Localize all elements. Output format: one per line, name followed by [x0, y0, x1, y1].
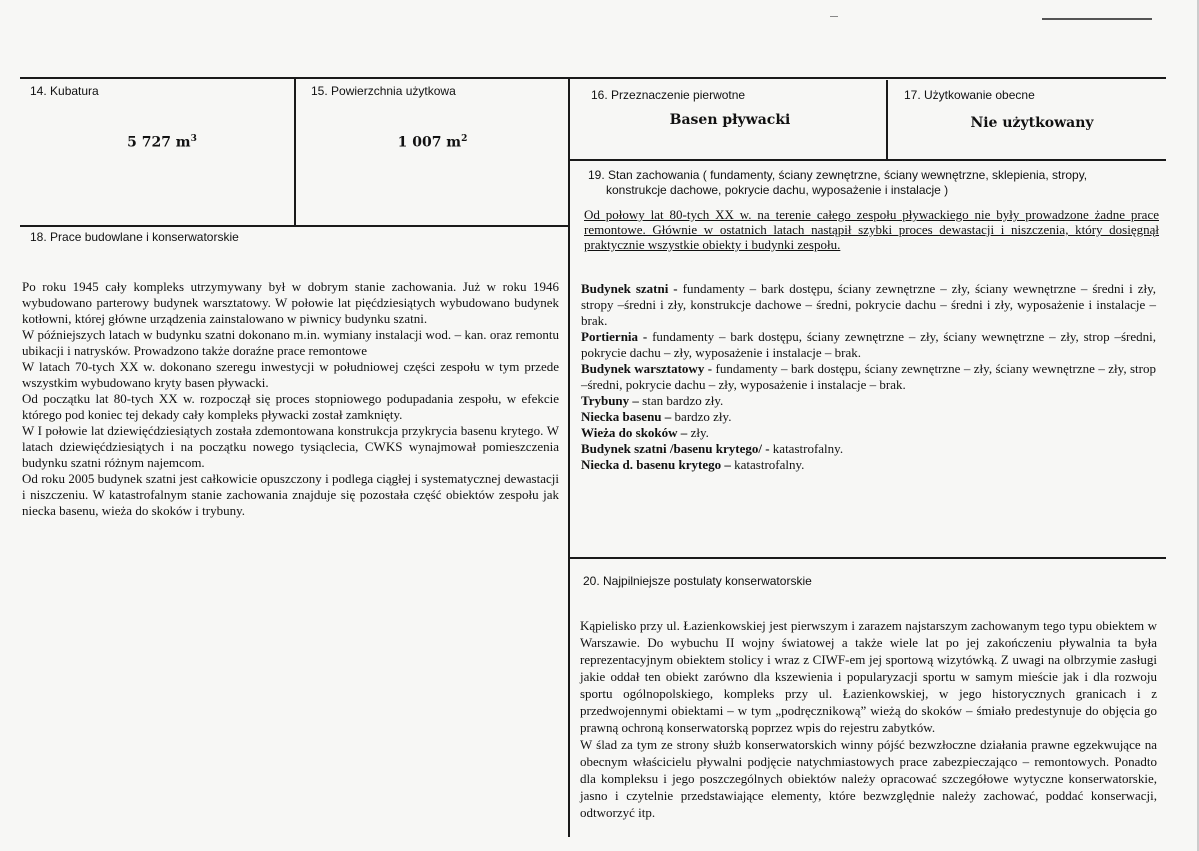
condition-item [581, 457, 1156, 473]
condition-item-name: Wieża do skoków – [581, 425, 691, 440]
field-14-unit-exponent: 3 [190, 134, 197, 144]
field-15-label: 15. Powierzchnia użytkowa [311, 84, 456, 98]
field-18-text [22, 279, 559, 519]
field-15-number: 1 007 m [397, 134, 462, 151]
field-18-paragraph: W I połowie lat dziewięćdziesiątych została zdemontowana konstrukcja przykrycia basenu krytego. W latach dziewięćdziesiątych i na początku nowego tysiąclecia, CWKS wynajmował pomieszczenia budynku szatni różnym najemcom. [22, 423, 559, 470]
divider-14-18 [20, 225, 570, 227]
field-19-items [581, 281, 1156, 473]
condition-item-name: Budynek szatni /basenu krytego/ - [581, 441, 773, 456]
condition-item-text: bardzo zły. [674, 409, 732, 424]
field-14-number: 5 727 m [127, 134, 191, 151]
condition-item [581, 425, 1156, 441]
scan-mark [1042, 18, 1152, 20]
field-18-paragraph: Od początku lat 80-tych XX w. rozpoczął się proces stopniowego podupadania zespołu, w efekcie którego pod koniec tej dekady cały kompleks pływacki został zamknięty. [22, 391, 559, 422]
condition-item-name: Niecka basenu – [581, 409, 675, 424]
field-14-value [30, 134, 294, 151]
divider-16-19 [568, 159, 1166, 161]
field-18-label: 18. Prace budowlane i konserwatorskie [30, 230, 239, 244]
field-16-value: Basen pływacki [669, 112, 791, 128]
field-15-unit-exponent: 2 [461, 134, 468, 144]
condition-item [581, 361, 1156, 393]
condition-item-name: Trybuny – [581, 393, 643, 408]
condition-item-text: katastrofalny. [734, 457, 805, 472]
field-15-value [300, 134, 565, 151]
condition-item-name: Budynek szatni - [581, 281, 683, 296]
field-16-label: 16. Przeznaczenie pierwotne [591, 88, 746, 102]
condition-item-text: fundamenty – bark dostępu, ściany zewnętrzne – zły, ściany wewnętrzne – średni i zły, stropy –średni i zły, konstrukcje dachowe – średni, pokrycie dachu – średni i zły, wyposażenie i instalacje – brak. [581, 281, 1156, 328]
condition-item-name: Budynek warsztatowy - [581, 361, 716, 376]
divider-14-15 [294, 77, 296, 227]
field-20-paragraph: W ślad za tym ze strony służb konserwatorskich winny pójść bezwzłoczne działania prawne egzekwujące na obecnym właścicielu pływalni podjęcie natychmiastowych prace zabezpieczająco – remontowych. Ponadto dla kompleksu i jego poszczególnych obiektów należy opracować szczegółowe wytyczne konserwatorskie, jasno i czytelnie przedstawiające elementy, które bezwzględnie należy zachować, poddać konserwacji, odtworzyć itp. [580, 737, 1157, 820]
divider-19-20 [568, 557, 1166, 559]
field-17-value: Nie użytkowany [970, 115, 1094, 131]
field-20-text [580, 617, 1157, 821]
condition-item-text: fundamenty – bark dostępu, ściany zewnętrzne – zły, ściany wewnętrzne – zły, strop –średni, pokrycie dachu – zły, wyposażenie i instalacje – brak. [581, 329, 1156, 360]
condition-item [581, 281, 1156, 329]
condition-item [581, 409, 1156, 425]
center-divider [568, 77, 570, 837]
field-18-paragraph: Od roku 2005 budynek szatni jest całkowicie opuszczony i podlega ciągłej i systematycznej dewastacji i niszczeniu. W katastrofalnym stanie zachowania znajduje się pozostała część obiektów zespołu jak niecka basenu, wieża do skoków i trybuny. [22, 471, 559, 518]
scan-mark [830, 16, 838, 17]
condition-item [581, 329, 1156, 361]
field-19-intro: Od połowy lat 80-tych XX w. na terenie całego zespołu pływackiego nie były prowadzone żadne prace remontowe. Głównie w ostatnich latach nastąpił szybki proces dewastacji i niszczenia, który dosięgnął praktycznie wszystkie obiekty i budynki zespołu. [584, 207, 1159, 252]
condition-item-text: stan bardzo zły. [642, 393, 724, 408]
field-14-label: 14. Kubatura [30, 84, 99, 98]
field-18-paragraph: W późniejszych latach w budynku szatni dokonano m.in. wymiany instalacji wod. – kan. oraz remontu ubikacji i natrysków. Prowadzono także doraźne prace remontowe [22, 327, 559, 358]
field-17-label: 17. Użytkowanie obecne [904, 88, 1035, 102]
condition-item [581, 393, 1156, 409]
condition-item-text: fundamenty – bark dostępu, ściany zewnętrzne – zły, ściany wewnętrzne – zły, strop –średni, pokrycie dachu – zły, wyposażenie i instalacje – brak. [581, 361, 1156, 392]
top-border [20, 77, 1166, 79]
field-20-paragraph: Kąpielisko przy ul. Łazienkowskiej jest pierwszym i zarazem najstarszym zachowanym tego typu obiektem w Warszawie. Do wybuchu II wojny światowej a także wiele lat po jej zakończeniu pływalnia ta była reprezentacyjnym obiektem stolicy i wraz z CIWF-em jej sportową wizytówką. Z uwagi na olbrzymie zasługi jakie oddał ten obiekt zarówno dla kszewienia i popularyzacji sportu w samym mieście jak i dla rozwoju sportu ogólnopolskiego, kompleks przy ul. Łazienkowskiej, w jego historycznych granicach i z przedwojennymi obiektami – w tym „podręcznikową” wieżą do skoków – śmiało predestynuje do objęcia go prawną ochroną konserwatorską poprzez wpis do rejestru zabytków. [580, 618, 1157, 735]
field-19-label: 19. Stan zachowania ( fundamenty, ściany zewnętrzne, ściany wewnętrzne, sklepienia, stropy, [588, 168, 1088, 182]
condition-item-name: Portiernia - [581, 329, 653, 344]
condition-item-text: zły. [690, 425, 709, 440]
field-19-label-continued: konstrukcje dachowe, pokrycie dachu, wyposażenie i instalacje ) [606, 183, 949, 197]
condition-item-text: katastrofalny. [772, 441, 844, 456]
field-20-label: 20. Najpilniejsze postulaty konserwatorskie [583, 574, 812, 588]
field-18-paragraph: Po roku 1945 cały kompleks utrzymywany był w dobrym stanie zachowania. Już w roku 1946 wybudowano parterowy budynek warsztatowy. W połowie lat pięćdziesiątych wybudowano budynek kotłowni, której główne urządzenia zainstalowano w piwnicy budynku szatni. [22, 279, 559, 326]
field-18-paragraph: W latach 70-tych XX w. dokonano szeregu inwestycji w południowej części zespołu w tym przede wszystkim wybudowano kryty basen pływacki. [22, 359, 559, 390]
condition-item [581, 441, 1156, 457]
condition-item-name: Niecka d. basenu krytego – [581, 457, 735, 472]
